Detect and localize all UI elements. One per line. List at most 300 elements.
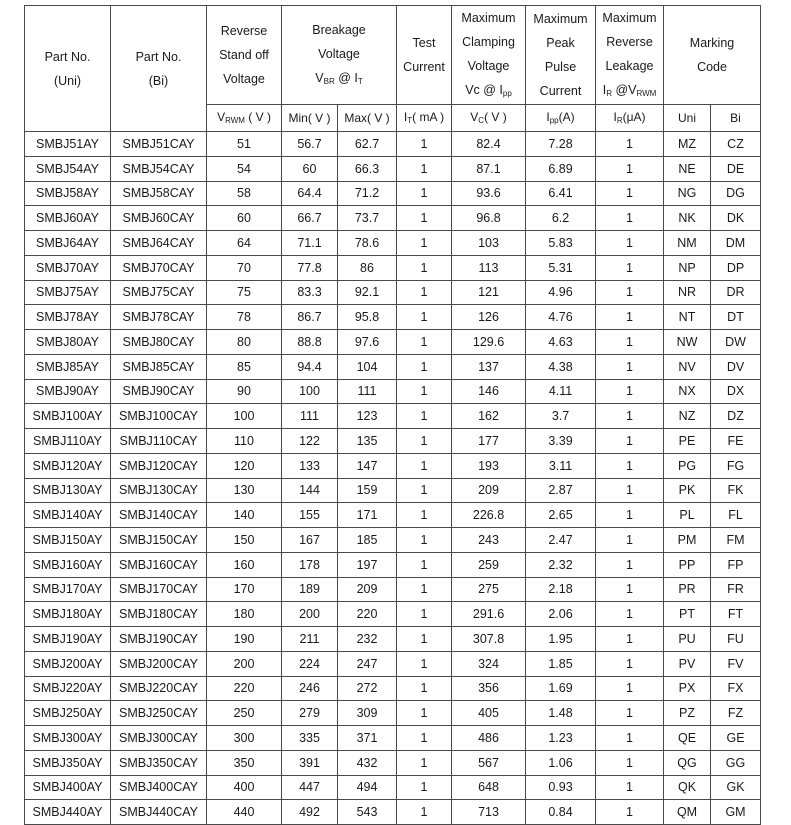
marking-uni-cell: PL [664, 503, 711, 528]
vc-cell: 275 [452, 577, 526, 602]
marking-uni-cell: PV [664, 651, 711, 676]
vbr-max-cell: 73.7 [338, 206, 397, 231]
marking-bi-cell: GM [711, 800, 761, 825]
vrwm-cell: 90 [207, 379, 282, 404]
table-row [25, 800, 761, 825]
vc-cell: 713 [452, 800, 526, 825]
it-cell: 1 [397, 552, 452, 577]
part-uni-cell: SMBJ190AY [25, 627, 111, 652]
vbr-max-cell: 78.6 [338, 231, 397, 256]
it-cell: 1 [397, 651, 452, 676]
vc-cell: 324 [452, 651, 526, 676]
ipp-cell: 3.7 [526, 404, 596, 429]
marking-uni-cell: NV [664, 354, 711, 379]
ipp-cell: 1.95 [526, 627, 596, 652]
part-uni-cell: SMBJ200AY [25, 651, 111, 676]
ipp-cell: 3.39 [526, 429, 596, 454]
table-row [25, 206, 761, 231]
vrwm-cell: 180 [207, 602, 282, 627]
it-cell: 1 [397, 354, 452, 379]
vbr-min-cell: 391 [282, 750, 338, 775]
it-cell: 1 [397, 528, 452, 553]
header-standoff-voltage: Reverse Stand off Voltage [207, 6, 282, 105]
part-uni-cell: SMBJ51AY [25, 132, 111, 157]
marking-uni-cell: NZ [664, 404, 711, 429]
vrwm-cell: 440 [207, 800, 282, 825]
part-bi-cell: SMBJ400CAY [111, 775, 207, 800]
marking-bi-cell: FL [711, 503, 761, 528]
table-row [25, 132, 761, 157]
table-row [25, 552, 761, 577]
ir-cell: 1 [596, 552, 664, 577]
ipp-cell: 2.06 [526, 602, 596, 627]
vc-cell: 113 [452, 255, 526, 280]
ipp-cell: 1.48 [526, 701, 596, 726]
unit-vrwm: VRWM ( V ) [207, 105, 282, 132]
marking-bi-cell: FE [711, 429, 761, 454]
header-peak-pulse-current: Maximum Peak Pulse Current [526, 6, 596, 105]
ir-cell: 1 [596, 255, 664, 280]
ir-cell: 1 [596, 676, 664, 701]
part-uni-cell: SMBJ85AY [25, 354, 111, 379]
marking-uni-cell: PX [664, 676, 711, 701]
part-bi-cell: SMBJ120CAY [111, 453, 207, 478]
header-reverse-leakage: Maximum Reverse Leakage IR @VRWM [596, 6, 664, 105]
ir-cell: 1 [596, 577, 664, 602]
ir-cell: 1 [596, 528, 664, 553]
ipp-cell: 0.84 [526, 800, 596, 825]
part-bi-cell: SMBJ90CAY [111, 379, 207, 404]
vbr-min-cell: 133 [282, 453, 338, 478]
ir-cell: 1 [596, 206, 664, 231]
ipp-cell: 1.85 [526, 651, 596, 676]
unit-ipp: Ipp(A) [526, 105, 596, 132]
vrwm-cell: 160 [207, 552, 282, 577]
vrwm-cell: 75 [207, 280, 282, 305]
vrwm-cell: 64 [207, 231, 282, 256]
vbr-max-cell: 272 [338, 676, 397, 701]
it-cell: 1 [397, 602, 452, 627]
table-row [25, 503, 761, 528]
ipp-cell: 1.23 [526, 726, 596, 751]
vbr-max-cell: 135 [338, 429, 397, 454]
table-row [25, 156, 761, 181]
it-cell: 1 [397, 676, 452, 701]
vbr-min-cell: 111 [282, 404, 338, 429]
tvs-specs-table [24, 5, 761, 825]
vbr-max-cell: 97.6 [338, 330, 397, 355]
marking-bi-cell: DT [711, 305, 761, 330]
it-cell: 1 [397, 627, 452, 652]
marking-uni-cell: NE [664, 156, 711, 181]
part-bi-cell: SMBJ100CAY [111, 404, 207, 429]
vrwm-cell: 120 [207, 453, 282, 478]
ipp-cell: 6.2 [526, 206, 596, 231]
table-row [25, 453, 761, 478]
vbr-min-cell: 77.8 [282, 255, 338, 280]
ipp-cell: 1.06 [526, 750, 596, 775]
it-cell: 1 [397, 701, 452, 726]
vc-cell: 126 [452, 305, 526, 330]
vrwm-cell: 220 [207, 676, 282, 701]
ipp-cell: 4.76 [526, 305, 596, 330]
vbr-min-cell: 66.7 [282, 206, 338, 231]
unit-min: Min( V ) [282, 105, 338, 132]
table-row [25, 404, 761, 429]
vrwm-cell: 150 [207, 528, 282, 553]
ir-cell: 1 [596, 775, 664, 800]
vbr-max-cell: 71.2 [338, 181, 397, 206]
it-cell: 1 [397, 255, 452, 280]
vc-cell: 146 [452, 379, 526, 404]
vbr-max-cell: 62.7 [338, 132, 397, 157]
part-bi-cell: SMBJ80CAY [111, 330, 207, 355]
ir-cell: 1 [596, 379, 664, 404]
vbr-min-cell: 224 [282, 651, 338, 676]
vc-cell: 486 [452, 726, 526, 751]
ir-cell: 1 [596, 305, 664, 330]
ir-cell: 1 [596, 651, 664, 676]
vbr-max-cell: 185 [338, 528, 397, 553]
ir-cell: 1 [596, 478, 664, 503]
vc-cell: 648 [452, 775, 526, 800]
vrwm-cell: 60 [207, 206, 282, 231]
ipp-cell: 1.69 [526, 676, 596, 701]
vbr-min-cell: 83.3 [282, 280, 338, 305]
header-breakdown-voltage: Breakage Voltage VBR @ IT [282, 6, 397, 105]
marking-uni-cell: PM [664, 528, 711, 553]
table-row [25, 676, 761, 701]
vc-cell: 567 [452, 750, 526, 775]
part-uni-cell: SMBJ350AY [25, 750, 111, 775]
table-row [25, 726, 761, 751]
table-row [25, 577, 761, 602]
unit-it: IT( mA ) [397, 105, 452, 132]
it-cell: 1 [397, 503, 452, 528]
vbr-max-cell: 123 [338, 404, 397, 429]
table-body [25, 132, 761, 825]
part-bi-cell: SMBJ250CAY [111, 701, 207, 726]
marking-uni-cell: NX [664, 379, 711, 404]
header-part-uni: Part No. (Uni) [25, 6, 111, 132]
vc-cell: 243 [452, 528, 526, 553]
marking-uni-cell: NP [664, 255, 711, 280]
table-row [25, 231, 761, 256]
vbr-min-cell: 492 [282, 800, 338, 825]
ir-cell: 1 [596, 280, 664, 305]
marking-bi-cell: GG [711, 750, 761, 775]
vrwm-cell: 100 [207, 404, 282, 429]
part-uni-cell: SMBJ160AY [25, 552, 111, 577]
marking-bi-cell: FK [711, 478, 761, 503]
part-bi-cell: SMBJ220CAY [111, 676, 207, 701]
ir-cell: 1 [596, 726, 664, 751]
vbr-max-cell: 171 [338, 503, 397, 528]
marking-uni-cell: NR [664, 280, 711, 305]
table-row [25, 528, 761, 553]
vrwm-cell: 300 [207, 726, 282, 751]
vbr-max-cell: 432 [338, 750, 397, 775]
ir-cell: 1 [596, 453, 664, 478]
ir-cell: 1 [596, 404, 664, 429]
unit-vc: VC( V ) [452, 105, 526, 132]
marking-bi-cell: CZ [711, 132, 761, 157]
marking-bi-cell: DK [711, 206, 761, 231]
ipp-cell: 4.63 [526, 330, 596, 355]
part-uni-cell: SMBJ300AY [25, 726, 111, 751]
table-row [25, 330, 761, 355]
vc-cell: 259 [452, 552, 526, 577]
ir-cell: 1 [596, 750, 664, 775]
header-clamping-voltage: Maximum Clamping Voltage Vc @ Ipp [452, 6, 526, 105]
vbr-max-cell: 220 [338, 602, 397, 627]
it-cell: 1 [397, 379, 452, 404]
vbr-min-cell: 167 [282, 528, 338, 553]
marking-bi-cell: DX [711, 379, 761, 404]
ir-cell: 1 [596, 132, 664, 157]
vbr-min-cell: 178 [282, 552, 338, 577]
vrwm-cell: 78 [207, 305, 282, 330]
marking-uni-cell: MZ [664, 132, 711, 157]
vrwm-cell: 110 [207, 429, 282, 454]
marking-bi-cell: GE [711, 726, 761, 751]
vrwm-cell: 58 [207, 181, 282, 206]
marking-bi-cell: FX [711, 676, 761, 701]
ir-cell: 1 [596, 231, 664, 256]
marking-bi-cell: DP [711, 255, 761, 280]
marking-uni-cell: PT [664, 602, 711, 627]
ir-cell: 1 [596, 701, 664, 726]
vc-cell: 82.4 [452, 132, 526, 157]
table-row [25, 602, 761, 627]
ir-cell: 1 [596, 354, 664, 379]
vc-cell: 129.6 [452, 330, 526, 355]
table-row [25, 280, 761, 305]
unit-bi: Bi [711, 105, 761, 132]
vbr-min-cell: 447 [282, 775, 338, 800]
vrwm-cell: 140 [207, 503, 282, 528]
part-bi-cell: SMBJ350CAY [111, 750, 207, 775]
vbr-min-cell: 71.1 [282, 231, 338, 256]
it-cell: 1 [397, 156, 452, 181]
vbr-min-cell: 122 [282, 429, 338, 454]
ipp-cell: 0.93 [526, 775, 596, 800]
vbr-max-cell: 95.8 [338, 305, 397, 330]
ipp-cell: 2.32 [526, 552, 596, 577]
vrwm-cell: 250 [207, 701, 282, 726]
ir-cell: 1 [596, 156, 664, 181]
vc-cell: 193 [452, 453, 526, 478]
vrwm-cell: 80 [207, 330, 282, 355]
marking-bi-cell: DV [711, 354, 761, 379]
table-row [25, 775, 761, 800]
vc-cell: 356 [452, 676, 526, 701]
marking-uni-cell: QE [664, 726, 711, 751]
it-cell: 1 [397, 775, 452, 800]
table-row [25, 701, 761, 726]
part-uni-cell: SMBJ64AY [25, 231, 111, 256]
vbr-min-cell: 279 [282, 701, 338, 726]
marking-uni-cell: NG [664, 181, 711, 206]
vc-cell: 291.6 [452, 602, 526, 627]
vbr-min-cell: 94.4 [282, 354, 338, 379]
marking-uni-cell: NM [664, 231, 711, 256]
vbr-min-cell: 64.4 [282, 181, 338, 206]
ir-cell: 1 [596, 627, 664, 652]
marking-bi-cell: DZ [711, 404, 761, 429]
part-uni-cell: SMBJ100AY [25, 404, 111, 429]
part-uni-cell: SMBJ170AY [25, 577, 111, 602]
part-bi-cell: SMBJ180CAY [111, 602, 207, 627]
part-uni-cell: SMBJ90AY [25, 379, 111, 404]
marking-uni-cell: PR [664, 577, 711, 602]
ipp-cell: 3.11 [526, 453, 596, 478]
vc-cell: 177 [452, 429, 526, 454]
vc-cell: 103 [452, 231, 526, 256]
part-bi-cell: SMBJ58CAY [111, 181, 207, 206]
vbr-max-cell: 543 [338, 800, 397, 825]
vbr-min-cell: 86.7 [282, 305, 338, 330]
marking-uni-cell: NK [664, 206, 711, 231]
part-uni-cell: SMBJ140AY [25, 503, 111, 528]
part-bi-cell: SMBJ70CAY [111, 255, 207, 280]
vrwm-cell: 85 [207, 354, 282, 379]
part-uni-cell: SMBJ130AY [25, 478, 111, 503]
it-cell: 1 [397, 453, 452, 478]
vbr-max-cell: 147 [338, 453, 397, 478]
part-uni-cell: SMBJ54AY [25, 156, 111, 181]
vrwm-cell: 54 [207, 156, 282, 181]
marking-bi-cell: FV [711, 651, 761, 676]
marking-bi-cell: FU [711, 627, 761, 652]
unit-ir: IR(μA) [596, 105, 664, 132]
part-uni-cell: SMBJ220AY [25, 676, 111, 701]
ipp-cell: 4.96 [526, 280, 596, 305]
marking-bi-cell: DM [711, 231, 761, 256]
vbr-min-cell: 60 [282, 156, 338, 181]
vbr-max-cell: 209 [338, 577, 397, 602]
part-uni-cell: SMBJ180AY [25, 602, 111, 627]
part-uni-cell: SMBJ440AY [25, 800, 111, 825]
vbr-max-cell: 232 [338, 627, 397, 652]
ipp-cell: 4.11 [526, 379, 596, 404]
table-row [25, 305, 761, 330]
vbr-min-cell: 56.7 [282, 132, 338, 157]
part-bi-cell: SMBJ440CAY [111, 800, 207, 825]
vbr-max-cell: 111 [338, 379, 397, 404]
ir-cell: 1 [596, 330, 664, 355]
ipp-cell: 6.89 [526, 156, 596, 181]
ipp-cell: 2.18 [526, 577, 596, 602]
marking-uni-cell: NT [664, 305, 711, 330]
it-cell: 1 [397, 478, 452, 503]
vbr-min-cell: 335 [282, 726, 338, 751]
vbr-max-cell: 371 [338, 726, 397, 751]
vbr-min-cell: 246 [282, 676, 338, 701]
marking-bi-cell: FT [711, 602, 761, 627]
part-bi-cell: SMBJ200CAY [111, 651, 207, 676]
table-row [25, 429, 761, 454]
part-bi-cell: SMBJ190CAY [111, 627, 207, 652]
marking-uni-cell: PE [664, 429, 711, 454]
ir-cell: 1 [596, 602, 664, 627]
marking-uni-cell: PZ [664, 701, 711, 726]
header-row [25, 6, 761, 105]
part-bi-cell: SMBJ150CAY [111, 528, 207, 553]
unit-uni: Uni [664, 105, 711, 132]
ir-cell: 1 [596, 429, 664, 454]
it-cell: 1 [397, 330, 452, 355]
part-uni-cell: SMBJ78AY [25, 305, 111, 330]
ipp-cell: 5.83 [526, 231, 596, 256]
vbr-min-cell: 155 [282, 503, 338, 528]
vrwm-cell: 200 [207, 651, 282, 676]
vbr-min-cell: 100 [282, 379, 338, 404]
it-cell: 1 [397, 132, 452, 157]
vbr-min-cell: 211 [282, 627, 338, 652]
vrwm-cell: 170 [207, 577, 282, 602]
marking-bi-cell: DR [711, 280, 761, 305]
part-bi-cell: SMBJ54CAY [111, 156, 207, 181]
marking-uni-cell: QG [664, 750, 711, 775]
vbr-max-cell: 86 [338, 255, 397, 280]
ir-cell: 1 [596, 503, 664, 528]
vbr-min-cell: 144 [282, 478, 338, 503]
part-bi-cell: SMBJ78CAY [111, 305, 207, 330]
marking-bi-cell: FM [711, 528, 761, 553]
part-uni-cell: SMBJ150AY [25, 528, 111, 553]
marking-bi-cell: DG [711, 181, 761, 206]
it-cell: 1 [397, 800, 452, 825]
part-bi-cell: SMBJ130CAY [111, 478, 207, 503]
vrwm-cell: 190 [207, 627, 282, 652]
it-cell: 1 [397, 206, 452, 231]
part-bi-cell: SMBJ160CAY [111, 552, 207, 577]
header-test-current: Test Current [397, 6, 452, 105]
marking-bi-cell: FZ [711, 701, 761, 726]
marking-bi-cell: DE [711, 156, 761, 181]
ipp-cell: 2.47 [526, 528, 596, 553]
part-bi-cell: SMBJ140CAY [111, 503, 207, 528]
part-bi-cell: SMBJ85CAY [111, 354, 207, 379]
vbr-max-cell: 92.1 [338, 280, 397, 305]
ir-cell: 1 [596, 800, 664, 825]
vc-cell: 226.8 [452, 503, 526, 528]
table-row [25, 255, 761, 280]
part-bi-cell: SMBJ60CAY [111, 206, 207, 231]
table-row [25, 181, 761, 206]
it-cell: 1 [397, 181, 452, 206]
vc-cell: 405 [452, 701, 526, 726]
vbr-max-cell: 494 [338, 775, 397, 800]
vrwm-cell: 350 [207, 750, 282, 775]
vbr-max-cell: 197 [338, 552, 397, 577]
part-uni-cell: SMBJ60AY [25, 206, 111, 231]
part-uni-cell: SMBJ80AY [25, 330, 111, 355]
header-part-bi: Part No. (Bi) [111, 6, 207, 132]
part-uni-cell: SMBJ110AY [25, 429, 111, 454]
vc-cell: 93.6 [452, 181, 526, 206]
ipp-cell: 5.31 [526, 255, 596, 280]
part-bi-cell: SMBJ170CAY [111, 577, 207, 602]
vc-cell: 121 [452, 280, 526, 305]
vrwm-cell: 130 [207, 478, 282, 503]
vc-cell: 162 [452, 404, 526, 429]
vbr-max-cell: 159 [338, 478, 397, 503]
table-row [25, 750, 761, 775]
it-cell: 1 [397, 750, 452, 775]
ipp-cell: 6.41 [526, 181, 596, 206]
